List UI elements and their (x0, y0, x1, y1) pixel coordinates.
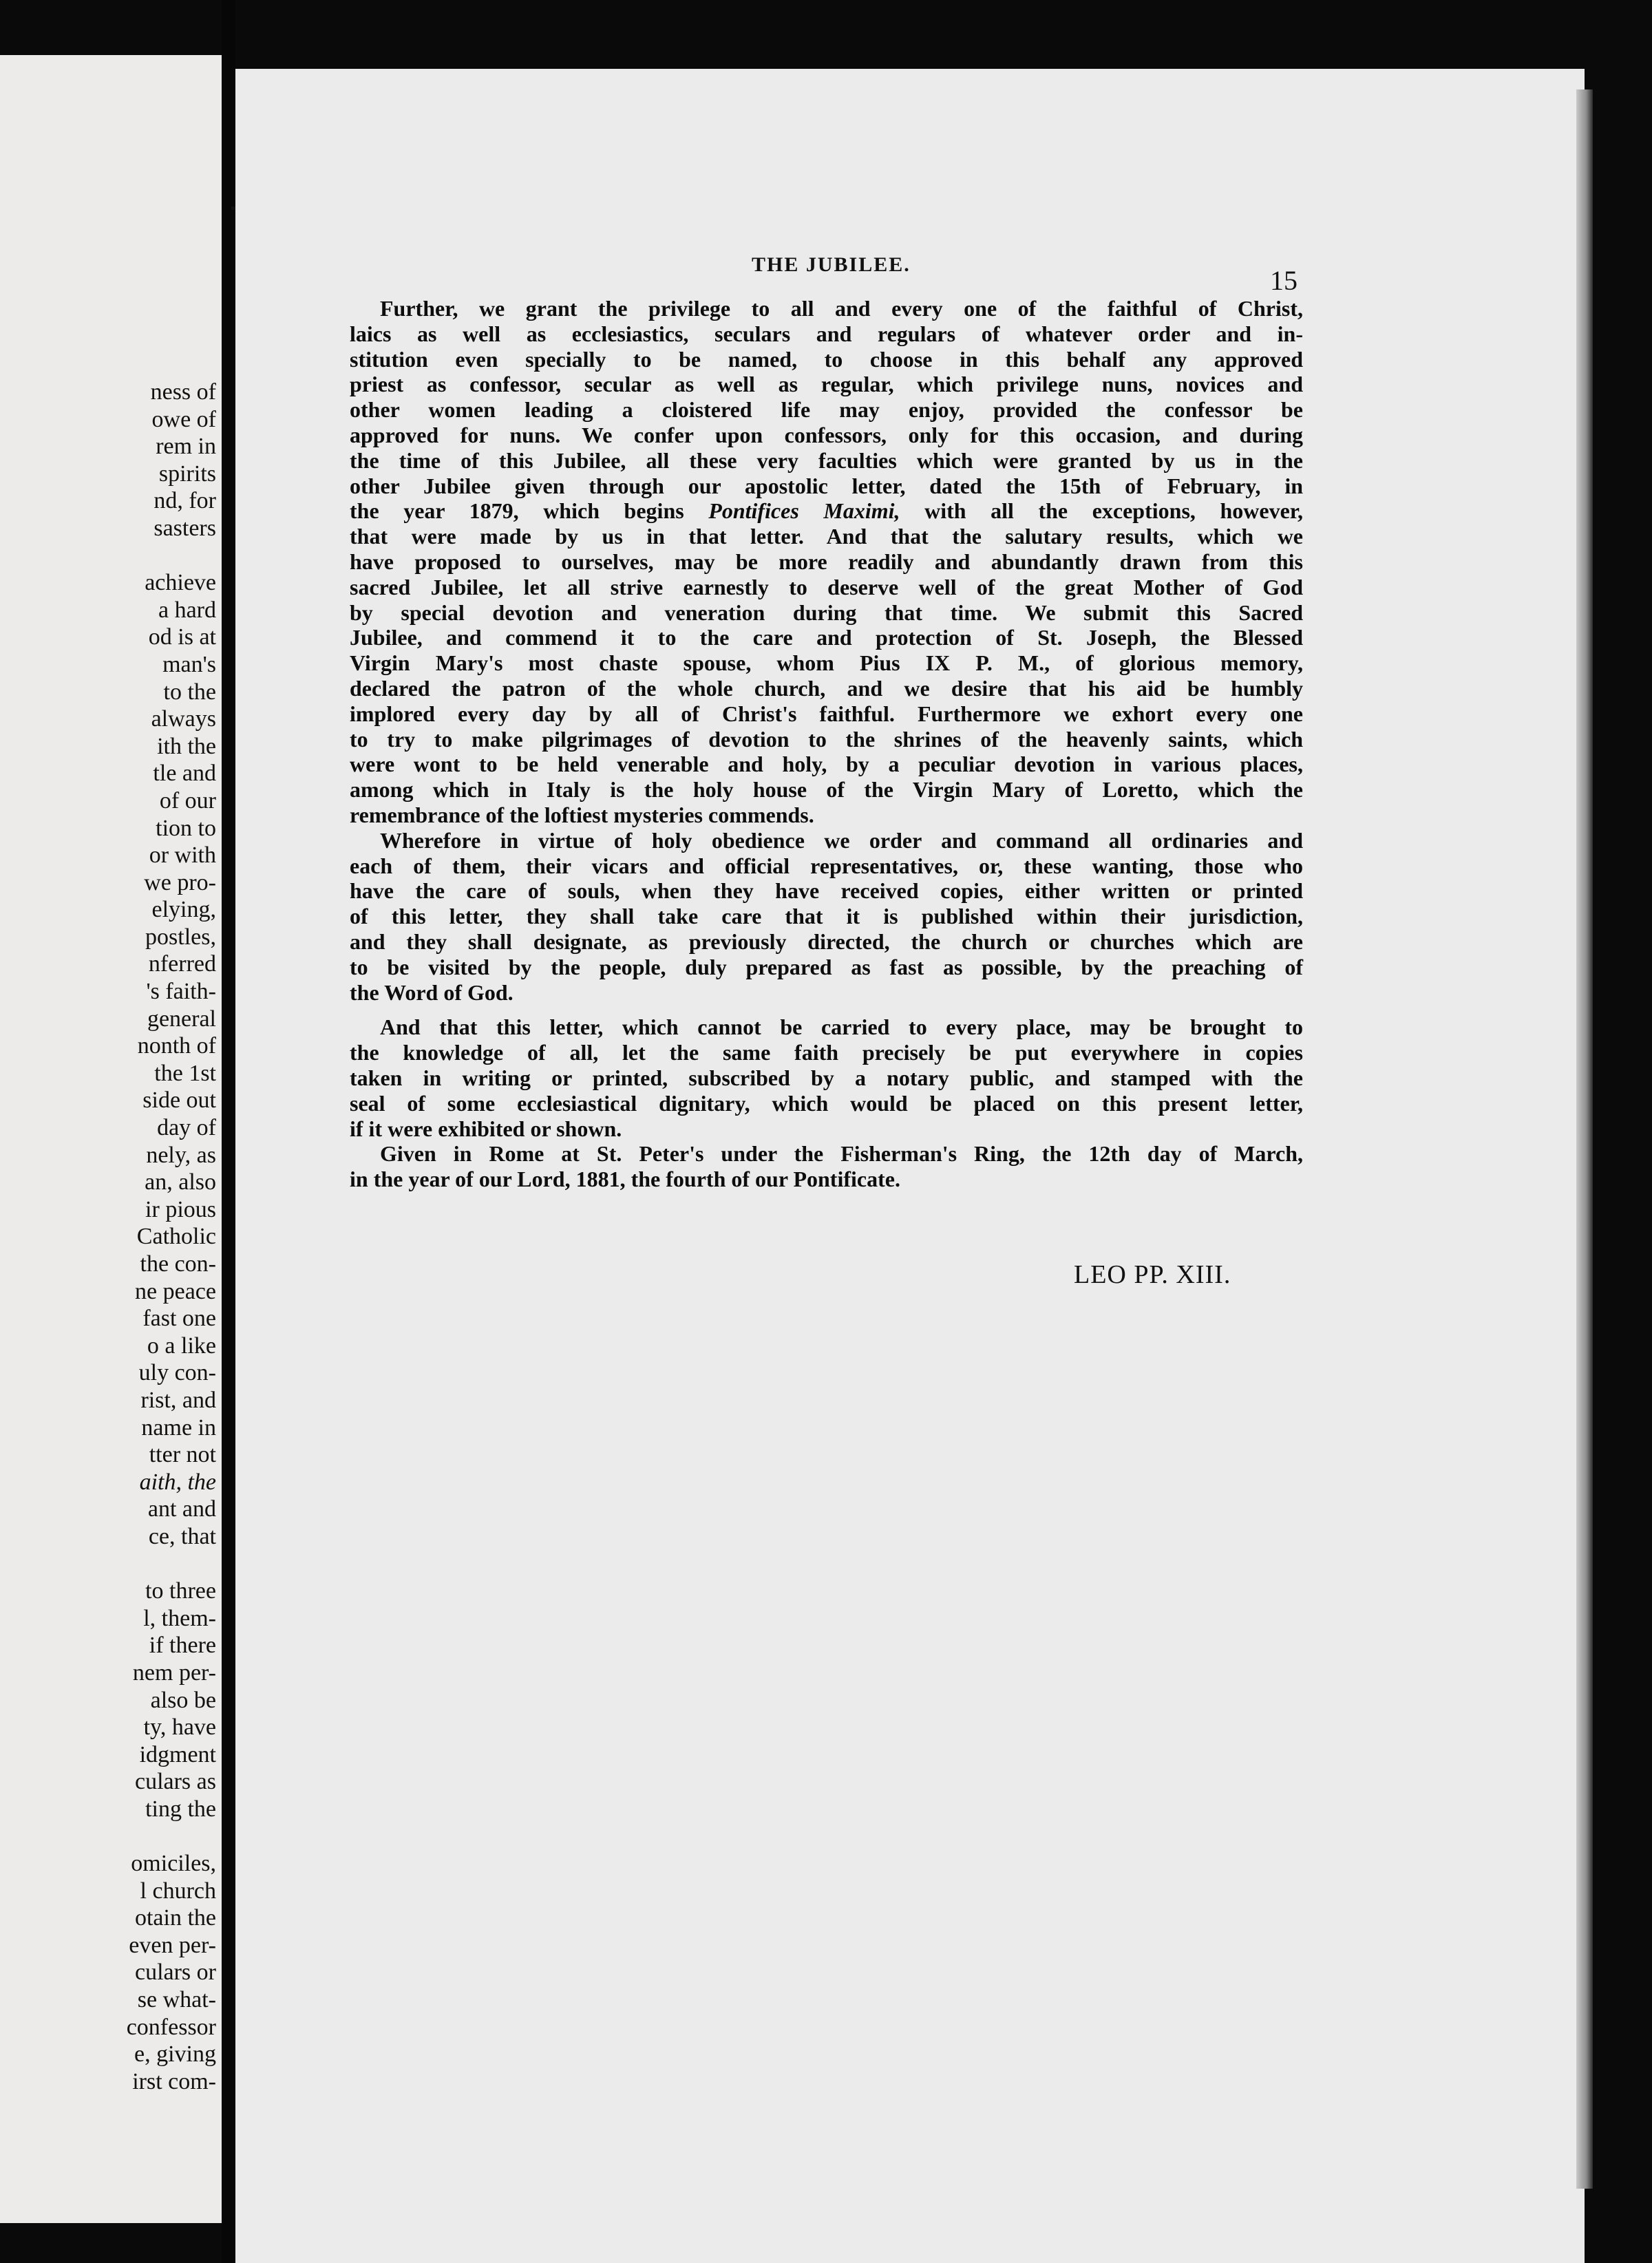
text-line: taken in writing or printed, subscribed by a notary public, and stamped with the (350, 1065, 1303, 1090)
left-line: nonth of (137, 1033, 216, 1059)
left-line-gap (127, 542, 216, 570)
paragraph-gap (350, 1005, 1303, 1014)
left-line: always (151, 706, 216, 732)
left-line: tle and (153, 761, 216, 787)
left-line: nely, as (146, 1142, 216, 1168)
text-line: the time of this Jubilee, all these very faculties which were granted by us in the (350, 447, 1303, 473)
left-line: to the (163, 679, 216, 705)
left-line: nd, for (153, 488, 216, 514)
left-line: elying, (151, 897, 216, 923)
book-gutter (222, 0, 235, 2263)
left-facing-page (0, 55, 222, 2223)
left-line: man's (162, 651, 216, 677)
left-line: the 1st (154, 1060, 216, 1086)
left-line: ce, that (148, 1523, 216, 1549)
left-line: idgment (139, 1741, 216, 1767)
left-line: postles, (145, 924, 216, 950)
left-line: 's faith- (146, 979, 216, 1005)
left-line: of our (159, 787, 216, 814)
left-line: l, them- (143, 1605, 216, 1631)
running-head: THE JUBILEE. (752, 253, 911, 276)
left-line: ness of (150, 379, 216, 405)
left-line: culars or (134, 1959, 216, 1986)
text-line: Jubilee, and commend it to the care and protection of St. Joseph, the Blessed (350, 625, 1303, 650)
left-line: day of (157, 1115, 216, 1141)
body-text (350, 296, 1303, 1192)
left-line: owe of (151, 406, 216, 432)
text-line: in the year of our Lord, 1881, the fourth of our Pontificate. (350, 1167, 900, 1192)
left-line: to three (145, 1578, 216, 1604)
left-line: ith the (157, 733, 216, 759)
left-line: if there (149, 1633, 216, 1659)
text-line: sacred Jubilee, let all strive earnestly to deserve well of the great Mother of God (350, 574, 1303, 599)
left-line: e, giving (134, 2041, 216, 2068)
text-line-with-italic (350, 498, 1303, 524)
text-line: stitution even specially to be named, to choose in this behalf any approved (350, 346, 1303, 372)
text-line: implored every day by all of Christ's faithful. Furthermore we exhort every one (350, 701, 1303, 726)
left-line: general (147, 1006, 216, 1032)
left-line: culars as (134, 1769, 216, 1795)
text-line: Virgin Mary's most chaste spouse, whom Pius IX P. M., of glorious memory, (350, 650, 1303, 676)
left-line: ting the (145, 1796, 216, 1822)
left-line-gap (127, 1551, 216, 1578)
left-line: side out (142, 1087, 216, 1114)
left-line: an, also (145, 1169, 216, 1196)
text-line: other Jubilee given through our apostolic letter, dated the 15th of February, in (350, 473, 1303, 498)
text-segment: with all the exceptions, however, (924, 498, 1304, 524)
left-line: spirits (158, 460, 216, 487)
text-line: to be visited by the people, duly prepared as fast as possible, by the preaching of (350, 954, 1303, 979)
left-line: l church (140, 1878, 216, 1904)
left-line: the con- (140, 1251, 216, 1277)
text-line: And that this letter, which cannot be carried to every place, may be brought to (380, 1014, 1303, 1040)
text-line: by special devotion and veneration during that time. We submit this Sacred (350, 599, 1303, 625)
text-line: of this letter, they shall take care that it is published within their jurisdiction, (350, 904, 1303, 929)
left-line: otain the (134, 1905, 216, 1931)
left-line: fast one (142, 1306, 216, 1332)
left-line: ty, have (143, 1714, 216, 1741)
text-line: remembrance of the loftiest mysteries commends. (350, 802, 814, 827)
left-line: nem per- (132, 1659, 216, 1686)
text-line: approved for nuns. We confer upon confessors, only for this occasion, and during (350, 422, 1303, 447)
text-line: priest as confessor, secular as well as regular, which privilege nuns, novices and (350, 372, 1303, 397)
text-line: laics as well as ecclesiastics, seculars and regulars of whatever order and in- (350, 321, 1303, 346)
left-line: se what- (137, 1987, 216, 2013)
left-line: ir pious (145, 1196, 216, 1222)
left-line: achieve (145, 570, 216, 596)
text-segment: the year 1879, which begins (350, 498, 684, 524)
left-line: od is at (148, 624, 216, 650)
text-line: Given in Rome at St. Peter's under the Fisherman's Ring, the 12th day of March, (380, 1141, 1303, 1167)
left-line: also be (150, 1687, 216, 1713)
left-line: confessor (126, 2014, 216, 2040)
text-line: that were made by us in that letter. And that the salutary results, which we (350, 524, 1303, 549)
text-line: have proposed to ourselves, may be more readily and abundantly drawn from this (350, 549, 1303, 574)
text-line: among which in Italy is the holy house of the Virgin Mary of Loretto, which the (350, 777, 1303, 803)
left-line: rem in (156, 434, 216, 460)
left-line: a hard (158, 597, 216, 623)
left-line: even per- (129, 1932, 216, 1958)
left-line: we pro- (144, 869, 216, 895)
text-line: declared the patron of the whole church, and we desire that his aid be humbly (350, 675, 1303, 701)
signature: LEO PP. XIII. (1074, 1260, 1231, 1289)
left-line: aith, the (139, 1469, 216, 1495)
left-line: rist, and (140, 1387, 216, 1413)
left-line-gap (127, 1823, 216, 1850)
left-line: tter not (149, 1442, 216, 1468)
italic-title: Pontifices Maximi, (708, 498, 900, 524)
text-line: the Word of God. (350, 979, 513, 1005)
page-edge-shadow (1576, 89, 1593, 2189)
text-line: to try to make pilgrimages of devotion to the shrines of the heavenly saints, which (350, 726, 1303, 752)
left-line: tion to (156, 815, 216, 841)
page-number: 15 (1270, 265, 1298, 296)
left-line: o a like (147, 1332, 216, 1359)
text-line: the knowledge of all, let the same faith precisely be put everywhere in copies (350, 1040, 1303, 1065)
left-line: omiciles, (131, 1851, 216, 1877)
text-line: if it were exhibited or shown. (350, 1116, 622, 1141)
text-line: seal of some ecclesiastical dignitary, which would be placed on this present letter, (350, 1090, 1303, 1116)
text-line: other women leading a cloistered life may enjoy, provided the confessor be (350, 397, 1303, 423)
left-line: uly con- (138, 1360, 216, 1386)
left-line: name in (141, 1414, 216, 1441)
text-line: Further, we grant the privilege to all and every one of the faithful of Christ, (380, 296, 1303, 321)
left-line: Catholic (136, 1224, 216, 1250)
left-line: irst com- (132, 2068, 216, 2094)
text-line: Wherefore in virtue of holy obedience we order and command all ordinaries and (380, 827, 1303, 853)
left-page-text (127, 379, 216, 2095)
text-line: each of them, their vicars and official representatives, or, these wanting, those who (350, 853, 1303, 878)
text-line: have the care of souls, when they have received copies, either written or printed (350, 878, 1303, 904)
left-line: ant and (147, 1496, 216, 1522)
left-line: ne peace (135, 1278, 216, 1304)
left-line: nferred (148, 951, 216, 977)
left-line: or with (149, 842, 216, 869)
left-line: sasters (153, 515, 216, 541)
text-line: were wont to be held venerable and holy, by a peculiar devotion in various places, (350, 752, 1303, 777)
text-line: and they shall designate, as previously directed, the church or churches which are (350, 928, 1303, 954)
